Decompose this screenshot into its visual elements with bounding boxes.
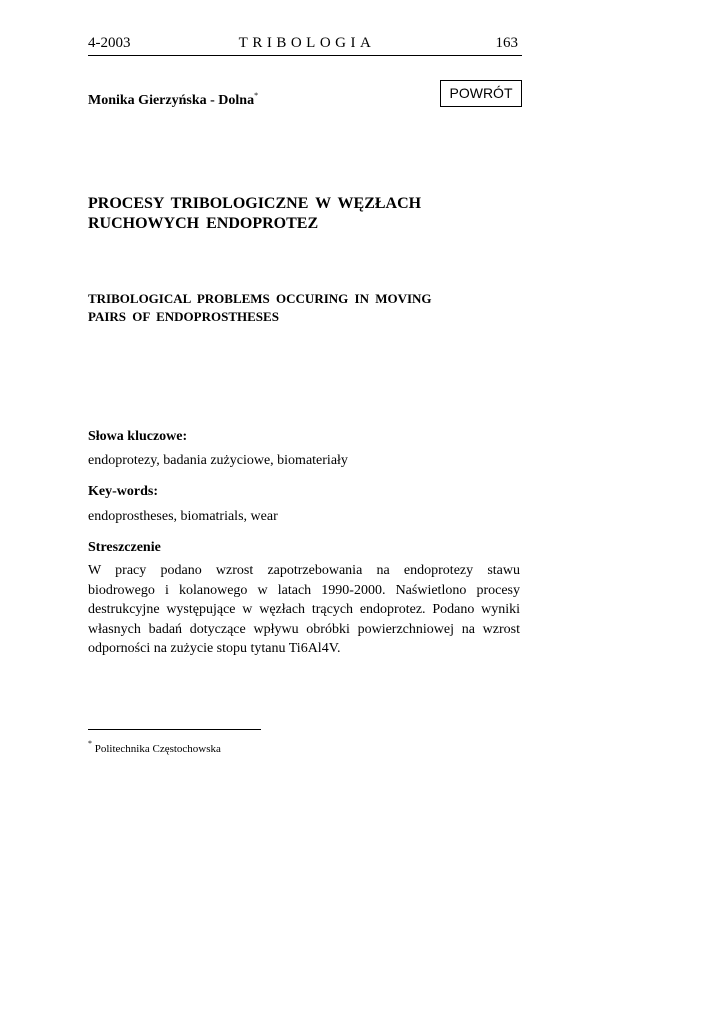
author-name: Monika Gierzyńska - Dolna [88,93,255,108]
footnote-divider [88,729,261,730]
page-number: 163 [495,35,518,51]
footnote [88,737,221,756]
journal-name: TRIBOLOGIA [238,35,376,51]
keywords-polish-heading: Słowa kluczowe: [88,429,188,444]
article-title-english [88,290,528,326]
author-footnote-mark: * [254,91,259,100]
keywords-english-text: endoprostheses, biomatrials, wear [88,509,278,524]
footnote-mark: * [88,739,92,748]
header-divider [88,55,522,56]
article-title-polish [88,194,528,234]
issue-number: 4-2003 [88,35,131,51]
title-english-line-1: TRIBOLOGICAL PROBLEMS OCCURING IN MOVING [88,291,432,306]
abstract-line: destrukcyjne występujące w węzłach trących endoprotez. Podano wyniki [88,602,520,617]
abstract-line: odporności na zużycie stopu tytanu Ti6Al4V. [88,641,341,656]
abstract-line: W pracy podano wzrost zapotrzebowania na endoprotezy stawu [88,563,520,578]
title-polish-line-2: RUCHOWYCH ENDOPROTEZ [88,215,319,232]
keywords-english-heading: Key-words: [88,484,158,499]
back-button[interactable]: POWRÓT [440,80,522,107]
keywords-polish-text: endoprotezy, badania zużyciowe, biomateriały [88,453,348,468]
abstract-heading: Streszczenie [88,540,161,555]
running-header [88,33,518,53]
abstract-line: biodrowego i kolanowego w latach 1990-2000. Naświetlono procesy [88,582,520,598]
abstract-line: własnych badań dotyczące wpływu obróbki powierzchniowej na wzrost [88,621,520,637]
footnote-affiliation: Politechnika Częstochowska [94,743,221,755]
author-line [88,87,258,110]
title-polish-line-1: PROCESY TRIBOLOGICZNE W WĘZŁACH [88,195,422,212]
title-english-line-2: PAIRS OF ENDOPROSTHESES [88,309,279,324]
abstract-body [88,561,520,659]
